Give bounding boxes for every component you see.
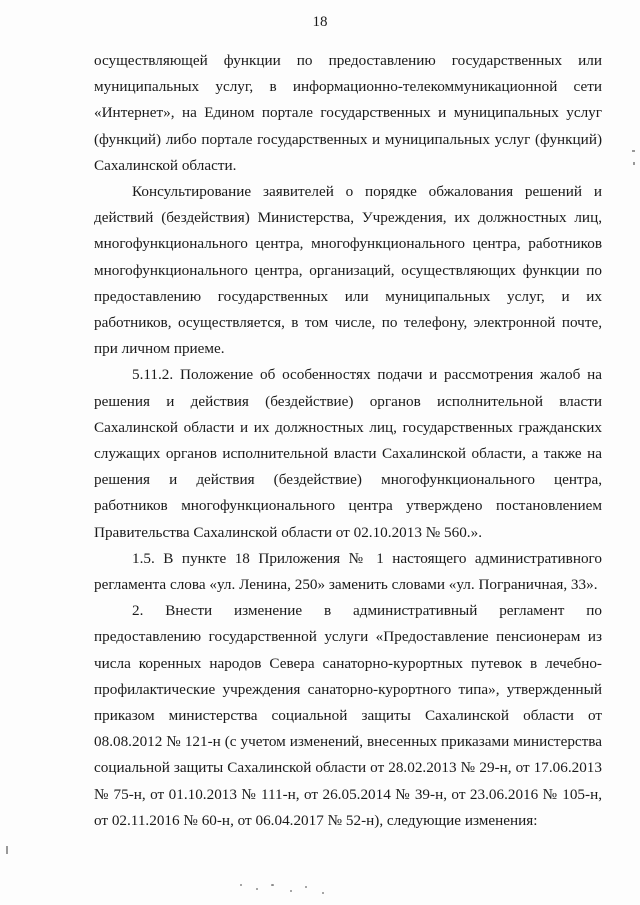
page-number: 18 [312, 14, 328, 30]
scan-speck [271, 884, 274, 886]
scan-edge-mark [6, 846, 8, 854]
scan-speck [305, 886, 307, 888]
scan-speck [240, 884, 242, 886]
paragraph-5-11-2: 5.11.2. Положение об особенностях подачи и рассмотрения жалоб на решения и действия (бездействие) органов исполнительной власти Сахалинской области и их должностных лиц, государственных гражданских служащих органов исполнительной власти Сахалинской области, а также на решения и действия (бездействие) многофункционального центра, работников многофункционального центра утверждено постановлением Правительства Сахалинской области от 02.10.2013 № 560.». [94, 366, 602, 541]
paragraph-1-5: 1.5. В пункте 18 Приложения № 1 настоящего административного регламента слова «ул. Ленина, 250» заменить словами «ул. Пограничная, 33». [94, 549, 602, 594]
scan-speck [322, 892, 324, 894]
scan-speck [290, 890, 292, 892]
scan-speck [256, 888, 258, 890]
paragraph-continuation: осуществляющей функции по предоставлению государственных или муниципальных услуг, в информационно-телекоммуникационной сети «Интернет», на Едином портале государственных и муниципальных услуг (функций) либо портале государственных и муниципальных услуг (функций) Сахалинской области. [94, 52, 602, 174]
paragraph-consultation: Консультирование заявителей о порядке обжалования решений и действий (бездействия) Министерства, Учреждения, их должностных лиц, многофункционального центра, многофункционального центра, работников многофункционального центра, организаций, осуществляющих функции по предоставлению государственных или муниципальных услуг, и их работников, осуществляется, в том числе, по телефону, электронной почте, при личном приеме. [94, 183, 602, 358]
document-body [94, 48, 602, 834]
paragraph-2: 2. Внести изменение в административный регламент по предоставлению государственной услуги «Предоставление пенсионерам из числа коренных народов Севера санаторно-курортных путевок в лечебно-профилактические учреждения санаторно-курортного типа», утвержденный приказом министерства социальной защиты Сахалинской области от 08.08.2012 № 121-н (с учетом изменений, внесенных приказами министерства социальной защиты Сахалинской области от 28.02.2013 № 29-н, от 17.06.2013 № 75-н, от 01.10.2013 № 111-н, от 26.05.2014 № 39-н, от 23.06.2016 № 105-н, от 02.11.2016 № 60-н, от 06.04.2017 № 52-н), следующие изменения: [94, 602, 602, 829]
scan-edge-mark [632, 150, 635, 152]
scan-edge-mark [633, 162, 635, 165]
